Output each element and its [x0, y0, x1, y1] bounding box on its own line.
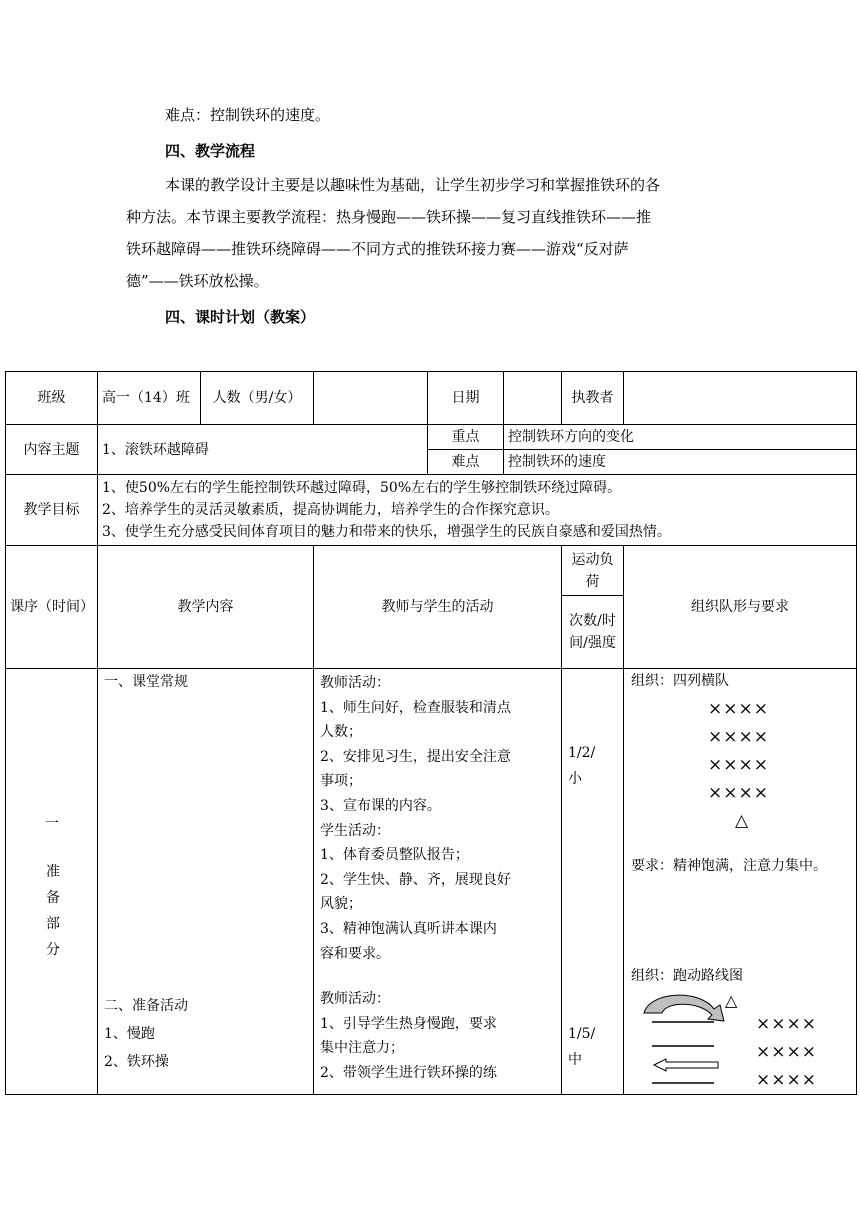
date-value	[504, 372, 562, 425]
lesson-plan-table	[5, 371, 857, 1095]
content-routine: 一、课堂常规	[104, 674, 188, 690]
header-content: 教学内容	[98, 546, 314, 669]
activity-line: 人数；	[320, 724, 362, 741]
teacher-value	[624, 372, 857, 425]
load-a-line: 1/2/	[568, 745, 596, 761]
formation-row: ××××	[708, 755, 769, 775]
section-title-flow: 四、教学流程	[165, 142, 256, 160]
goal-item: 3、使学生充分感受民间体育项目的魅力和带来的快乐，增强学生的民族自豪感和爱国热情。	[102, 524, 671, 540]
header-row-top	[6, 546, 857, 596]
section-title-plan: 四、课时计划（教案）	[165, 308, 316, 326]
content-warmup: 二、准备活动	[104, 998, 188, 1014]
header-org: 组织队形与要求	[624, 546, 857, 669]
key-value: 控制铁环方向的变化	[504, 425, 857, 450]
activity-line: 风貌；	[320, 896, 362, 913]
content-row-key	[6, 425, 857, 450]
content-cell	[98, 669, 314, 1095]
content-value: 1、滚铁环越障碍	[98, 425, 428, 475]
class-label: 班级	[6, 372, 98, 425]
activity-line: 容和要求。	[320, 945, 390, 962]
curved-arrow-icon	[644, 995, 724, 1021]
header-activity: 教师与学生的活动	[314, 546, 562, 669]
start-triangle-icon: △	[725, 991, 739, 1010]
org-a-title: 组织：四列横队	[631, 673, 729, 689]
activity-line: 3、宣布课的内容。	[320, 797, 441, 814]
info-row	[6, 372, 857, 425]
load-cell	[562, 669, 624, 1095]
activity-line: 1、引导学生热身慢跑，要求	[320, 1015, 497, 1032]
org-a-requirement: 要求：精神饱满，注意力集中。	[631, 858, 827, 874]
activity-line: 学生活动：	[320, 822, 390, 839]
formation-row: ××××	[708, 727, 769, 747]
load-a-line: 小	[568, 771, 582, 787]
left-arrow-icon	[654, 1059, 718, 1071]
formation-row: ××××	[756, 1042, 817, 1062]
diff-value: 控制铁环的速度	[504, 450, 857, 475]
section-preparation-row	[6, 669, 857, 1095]
teacher-label: 执教者	[562, 372, 624, 425]
load-b-line: 1/5/	[568, 1026, 596, 1042]
activity-line: 1、体育委员整队报告；	[320, 847, 469, 864]
load-b-line: 中	[568, 1052, 582, 1068]
flow-line-4: 德”——铁环放松操。	[126, 272, 269, 290]
content-label: 内容主题	[6, 425, 98, 475]
teacher-triangle-icon: △	[735, 811, 750, 831]
activity-line: 集中注意力；	[320, 1040, 404, 1057]
content-jog: 1、慢跑	[104, 1026, 155, 1042]
goals-row	[6, 475, 857, 546]
running-route-diagram	[638, 987, 758, 1087]
activity-cell	[314, 669, 562, 1095]
count-label: 人数（男/女）	[201, 372, 314, 425]
header-load-sub: 次数/时间/强度	[562, 596, 624, 669]
activity-line: 教师活动：	[320, 991, 390, 1007]
org-b-title: 组织：跑动路线图	[631, 968, 743, 984]
order-cell	[6, 669, 98, 1095]
goal-item: 1、使50%左右的学生能控制铁环越过障碍，50%左右的学生够控制铁环绕过障碍。	[102, 480, 622, 496]
difficulty-line: 难点：控制铁环的速度。	[165, 106, 331, 124]
activity-list-b	[320, 987, 497, 1085]
count-value	[314, 372, 428, 425]
activity-list-a	[320, 671, 511, 966]
flow-line-2: 种方法。本节课主要教学流程：热身慢跑——铁环操——复习直线推铁环——推	[126, 208, 652, 226]
order-name: 准备部分	[46, 864, 60, 958]
activity-line: 事项；	[320, 773, 362, 790]
load-a	[568, 740, 595, 792]
activity-line: 3、精神饱满认真听讲本课内	[320, 920, 497, 937]
goal-item: 2、培养学生的灵活灵敏素质，提高协调能力，培养学生的合作探究意识。	[102, 502, 559, 518]
flow-line-3: 铁环越障碍——推铁环绕障碍——不同方式的推铁环接力赛——游戏“反对萨	[126, 240, 629, 258]
load-b	[568, 1021, 595, 1073]
date-label: 日期	[428, 372, 504, 425]
activity-line: 2、带领学生进行铁环操的练	[320, 1064, 497, 1081]
activity-line: 2、安排见习生，提出安全注意	[320, 748, 511, 765]
org-cell	[624, 669, 857, 1095]
order-number: 一	[45, 816, 59, 832]
formation-row: ××××	[708, 699, 769, 719]
activity-line: 2、学生快、静、齐，展现良好	[320, 871, 511, 888]
formation-row: ××××	[756, 1070, 817, 1090]
class-value: 高一（14）班	[98, 372, 201, 425]
formation-row: ××××	[756, 1014, 817, 1034]
flow-line-1: 本课的教学设计主要是以趣味性为基础，让学生初步学习和掌握推铁环的各	[165, 176, 661, 194]
formation-row: ××××	[708, 783, 769, 803]
header-load: 运动负荷	[562, 546, 624, 596]
key-label: 重点	[428, 425, 504, 450]
activity-line: 1、师生问好，检查服装和清点	[320, 699, 511, 716]
goals-label: 教学目标	[6, 475, 98, 546]
content-hoop-exercise: 2、铁环操	[104, 1054, 169, 1070]
activity-line: 教师活动：	[320, 675, 390, 691]
diff-label: 难点	[428, 450, 504, 475]
header-order: 课序（时间）	[6, 546, 98, 669]
